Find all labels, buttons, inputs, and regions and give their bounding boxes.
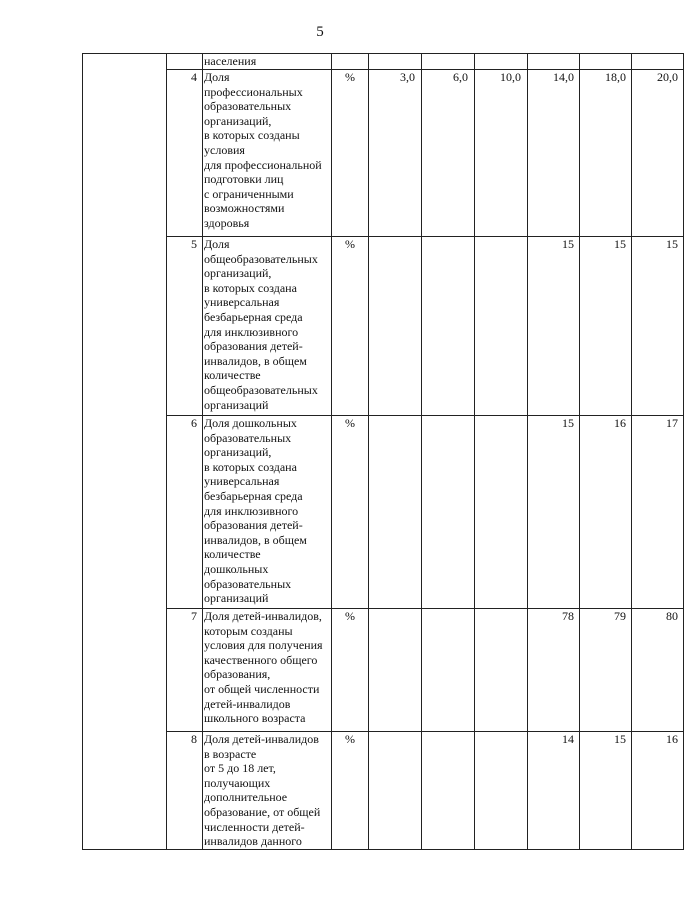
value-cell: 20,0 — [632, 70, 684, 237]
indicator-name-cell — [203, 237, 332, 416]
value-cell — [369, 609, 422, 732]
indicator-name-line: получающих — [204, 775, 271, 790]
unit-cell: % — [332, 609, 369, 732]
value-cell — [422, 237, 475, 416]
value-cell — [528, 54, 580, 70]
value-cell — [422, 609, 475, 732]
indicator-name-line: населения — [204, 54, 257, 68]
table-row — [83, 70, 684, 237]
row-number-cell: 7 — [167, 609, 203, 732]
indicator-name-line: качественного общего — [204, 652, 318, 667]
value-cell — [475, 609, 528, 732]
indicator-name-line: образовательных — [204, 99, 292, 114]
indicator-name-line: инвалидов, в общем — [204, 353, 307, 368]
indicator-name-line: подготовки лиц — [204, 172, 284, 187]
value-cell: 3,0 — [369, 70, 422, 237]
table-row — [83, 609, 684, 732]
value-cell — [369, 416, 422, 609]
indicator-name-line: образования, — [204, 667, 271, 682]
indicator-name-line: образовательных — [204, 430, 292, 445]
value-cell: 80 — [632, 609, 684, 732]
indicator-name-line: Доля дошкольных — [204, 416, 297, 430]
indicators-table — [82, 53, 684, 850]
indicator-name-line: в которых создана — [204, 459, 297, 474]
value-cell — [369, 237, 422, 416]
indicator-name-cell — [203, 732, 332, 850]
indicator-name-line: в возрасте — [204, 746, 257, 761]
indicator-name-line: образовательных — [204, 576, 292, 591]
value-cell: 14,0 — [528, 70, 580, 237]
value-cell — [422, 54, 475, 70]
indicator-name-line: от общей численности — [204, 681, 320, 696]
unit-cell: % — [332, 732, 369, 850]
indicator-name-line: условия — [204, 142, 245, 157]
indicator-name-line: общеобразовательных — [204, 382, 318, 397]
indicator-name-line: организаций — [204, 591, 269, 606]
indicator-name-line: Доля — [204, 237, 230, 251]
indicator-name-line: количестве — [204, 547, 261, 562]
indicator-name-line: универсальная — [204, 474, 280, 489]
indicator-name-line: в которых созданы — [204, 128, 300, 143]
row-number-cell — [167, 54, 203, 70]
value-cell: 15 — [580, 732, 632, 850]
indicator-name-line: универсальная — [204, 295, 280, 310]
blank-left-column — [83, 54, 167, 850]
value-cell: 15 — [528, 416, 580, 609]
value-cell — [475, 237, 528, 416]
indicator-name-line: безбарьерная среда — [204, 488, 303, 503]
table-row — [83, 237, 684, 416]
indicator-name-line: организаций, — [204, 266, 272, 281]
value-cell: 15 — [632, 237, 684, 416]
indicator-name-line: в которых создана — [204, 280, 297, 295]
page-number: 5 — [316, 24, 324, 40]
indicator-name-line: Доля детей-инвалидов — [204, 732, 319, 746]
row-number-cell: 6 — [167, 416, 203, 609]
value-cell — [369, 732, 422, 850]
value-cell — [422, 416, 475, 609]
indicator-name-line: школьного возраста — [204, 711, 306, 726]
value-cell: 16 — [632, 732, 684, 850]
value-cell — [580, 54, 632, 70]
indicator-name-line: дошкольных — [204, 561, 269, 576]
value-cell: 6,0 — [422, 70, 475, 237]
value-cell — [369, 54, 422, 70]
table-row-continued — [83, 54, 684, 70]
value-cell: 79 — [580, 609, 632, 732]
indicator-name-line: детей-инвалидов — [204, 696, 291, 711]
indicator-name-line: здоровья — [204, 215, 250, 230]
indicator-name-line: от 5 до 18 лет, — [204, 761, 276, 776]
unit-cell — [332, 54, 369, 70]
value-cell: 15 — [528, 237, 580, 416]
indicator-name-line: для профессиональной — [204, 157, 322, 172]
indicator-name-line: инвалидов, в общем — [204, 532, 307, 547]
value-cell: 15 — [580, 237, 632, 416]
indicator-name-cell — [203, 70, 332, 237]
value-cell: 10,0 — [475, 70, 528, 237]
indicator-name-line: количестве — [204, 368, 261, 383]
table-row — [83, 732, 684, 850]
value-cell: 17 — [632, 416, 684, 609]
indicator-name-line: профессиональных — [204, 84, 303, 99]
value-cell — [632, 54, 684, 70]
value-cell — [475, 732, 528, 850]
indicator-name-line: Доля — [204, 70, 230, 84]
indicator-name-line: Доля детей-инвалидов, — [204, 609, 322, 623]
indicator-name-cell — [203, 54, 332, 70]
indicator-name-line: дополнительное — [204, 790, 288, 805]
indicator-name-line: образования детей- — [204, 518, 303, 533]
indicator-name-line: образования детей- — [204, 339, 303, 354]
value-cell: 18,0 — [580, 70, 632, 237]
indicator-name-cell — [203, 416, 332, 609]
row-number-cell: 4 — [167, 70, 203, 237]
unit-cell: % — [332, 70, 369, 237]
indicator-name-line: общеобразовательных — [204, 251, 318, 266]
value-cell — [422, 732, 475, 850]
indicator-name-line: организаций, — [204, 445, 272, 460]
indicator-name-line: образование, от общей — [204, 804, 321, 819]
value-cell: 16 — [580, 416, 632, 609]
indicator-name-line: которым созданы — [204, 623, 293, 638]
value-cell — [475, 54, 528, 70]
indicator-name-line: для инклюзивного — [204, 324, 299, 339]
table-row — [83, 416, 684, 609]
value-cell: 78 — [528, 609, 580, 732]
indicator-name-line: организаций, — [204, 113, 272, 128]
indicator-name-line: возможностями — [204, 201, 285, 216]
indicator-name-line: для инклюзивного — [204, 503, 299, 518]
indicator-name-line: с ограниченными — [204, 186, 294, 201]
unit-cell: % — [332, 416, 369, 609]
row-number-cell: 8 — [167, 732, 203, 850]
indicator-name-line: условия для получения — [204, 638, 323, 653]
indicator-name-line: организаций — [204, 397, 269, 412]
unit-cell: % — [332, 237, 369, 416]
indicator-name-cell — [203, 609, 332, 732]
indicator-name-line: инвалидов данного — [204, 834, 302, 849]
indicator-name-line: безбарьерная среда — [204, 309, 303, 324]
indicator-name-line: численности детей- — [204, 819, 305, 834]
row-number-cell: 5 — [167, 237, 203, 416]
value-cell — [475, 416, 528, 609]
value-cell: 14 — [528, 732, 580, 850]
